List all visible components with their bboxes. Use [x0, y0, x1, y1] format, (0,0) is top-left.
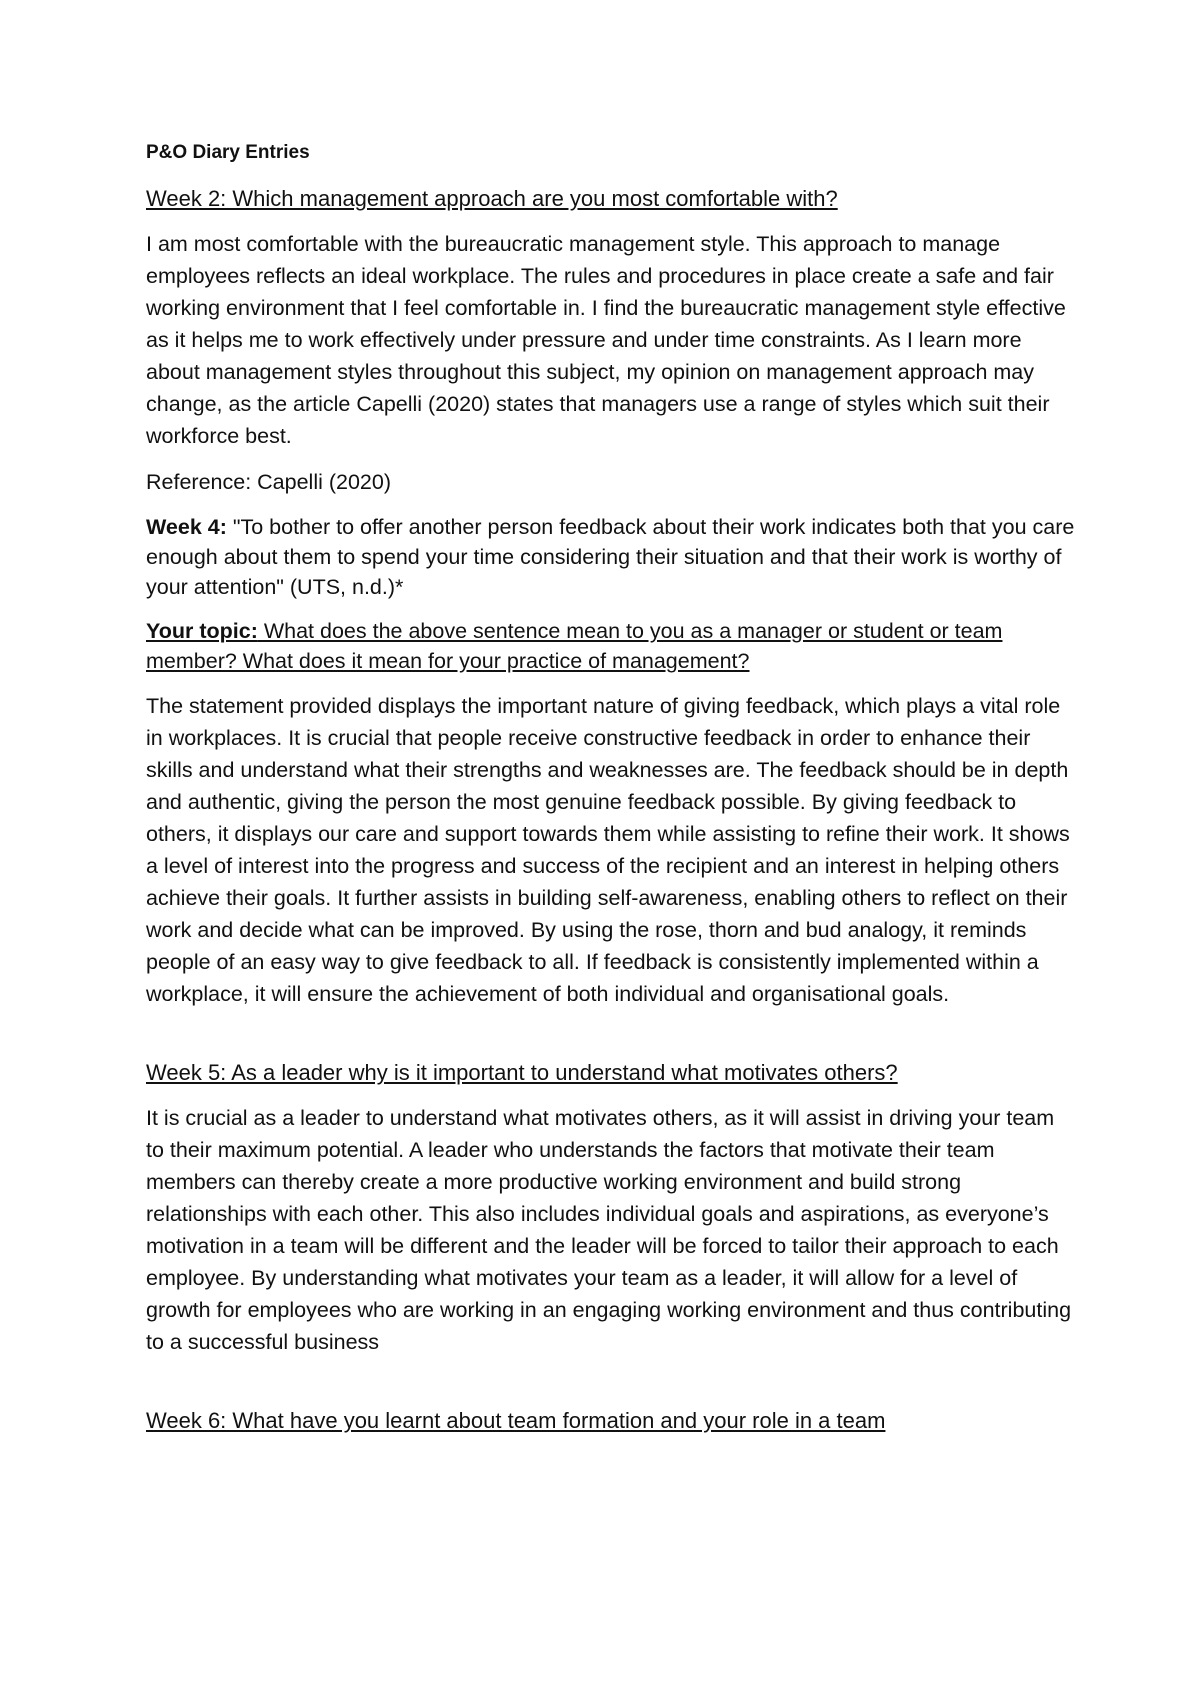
document-content	[146, 140, 1076, 1450]
week-4-topic-label: Your topic:	[146, 619, 258, 643]
week-2-heading: Week 2: Which management approach are you most comfortable with?	[146, 186, 838, 211]
week-4-quote-paragraph	[146, 512, 1076, 602]
section-spacer	[146, 1372, 1076, 1406]
document-title: P&O Diary Entries	[146, 142, 310, 163]
week-4-body: The statement provided displays the important nature of giving feedback, which plays a vital role in workplaces. It is crucial that people receive constructive feedback in order to enhance their skills and understand what their strengths and weaknesses are. The feedback should be in depth and authentic, giving the person the most genuine feedback possible. By giving feedback to others, it displays our care and support towards them while assisting to refine their work. It shows a level of interest into the progress and success of the recipient and an interest in helping others achieve their goals. It further assists in building self-awareness, enabling others to reflect on their work and decide what can be improved. By using the rose, thorn and bud analogy, it reminds people of an easy way to give feedback to all. If feedback is consistently implemented within a workplace, it will ensure the achievement of both individual and organisational goals.	[146, 694, 1070, 1006]
week-2-reference: Reference: Capelli (2020)	[146, 470, 391, 494]
week-4-topic	[146, 616, 1076, 676]
week-6-heading: Week 6: What have you learnt about team formation and your role in a team	[146, 1408, 886, 1433]
week-4-quote: "To bother to offer another person feedback about their work indicates both that you care enough about them to spend your time considering their situation and that their work is worthy of your attention" (UTS, n.d.)*	[146, 515, 1075, 599]
week-5-body: It is crucial as a leader to understand what motivates others, as it will assist in driving your team to their maximum potential. A leader who understands the factors that motivate their team members can thereby create a more productive working environment and build strong relationships with each other. This also includes individual goals and aspirations, as everyone’s motivation in a team will be different and the leader will be forced to tailor their approach to each employee. By understanding what motivates your team as a leader, it will allow for a level of growth for employees who are working in an engaging working environment and thus contributing to a successful business	[146, 1106, 1072, 1354]
section-spacer	[146, 1024, 1076, 1058]
week-4-topic-text: What does the above sentence mean to you as a manager or student or team member? What does it mean for your practice of management?	[146, 619, 1003, 673]
week-5-heading: Week 5: As a leader why is it important to understand what motivates others?	[146, 1060, 898, 1085]
week-2-body: I am most comfortable with the bureaucratic management style. This approach to manage employees reflects an ideal workplace. The rules and procedures in place create a safe and fair working environment that I feel comfortable in. I find the bureaucratic management style effective as it helps me to work effectively under pressure and under time constraints. As I learn more about management styles throughout this subject, my opinion on management approach may change, as the article Capelli (2020) states that managers use a range of styles which suit their workforce best.	[146, 232, 1066, 448]
week-4-label: Week 4:	[146, 515, 227, 539]
